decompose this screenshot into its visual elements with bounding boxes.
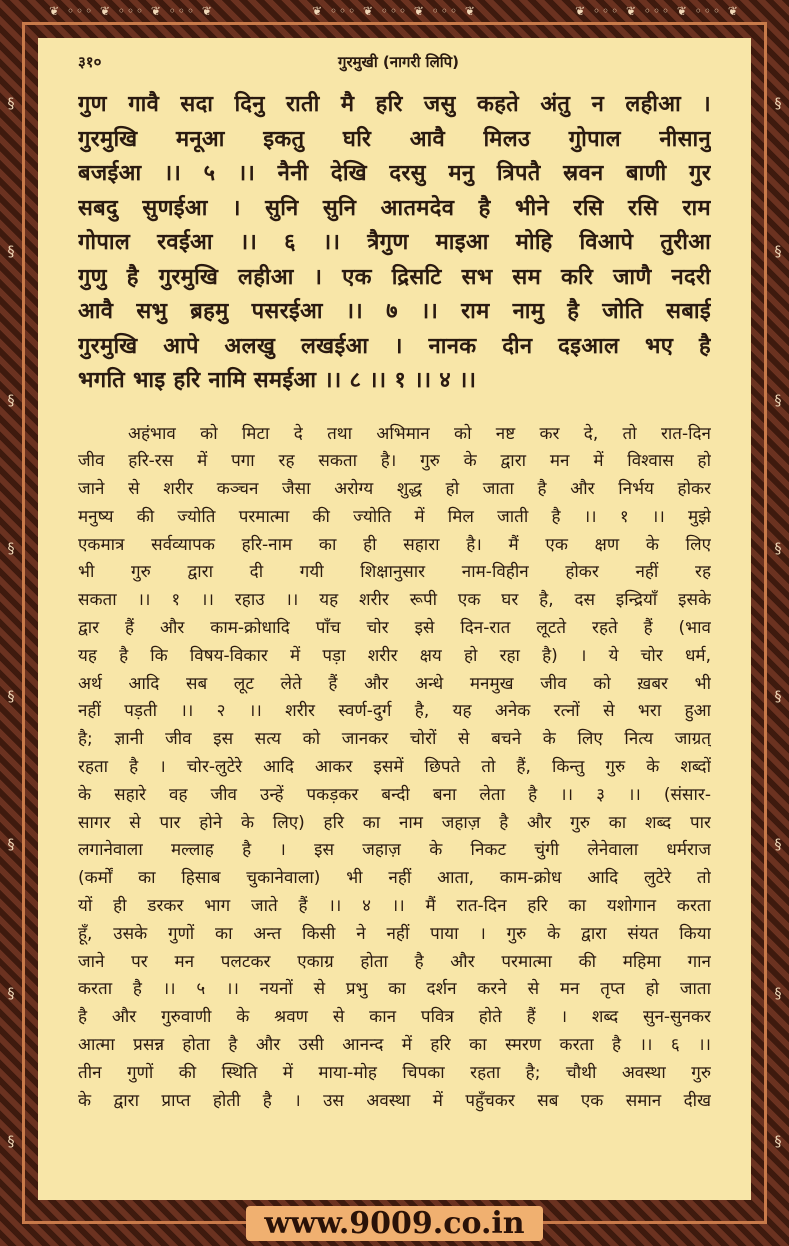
- commentary-line: (कर्मों का हिसाब चुकानेवाला) भी नहीं आता, काम-क्रोध आदि लुटेरे तो: [78, 868, 711, 889]
- scroll-ornament-icon: §: [7, 689, 15, 706]
- scroll-ornament-icon: §: [774, 837, 782, 854]
- commentary-line: जाने पर मन पलटकर एकाग्र होता है और परमात्मा की महिमा गान: [78, 951, 711, 972]
- commentary-line: एकमात्र सर्वव्यापक हरि-नाम का ही सहारा है। मैं एक क्षण के लिए: [78, 534, 711, 555]
- top-ornament-band: [0, 0, 789, 22]
- commentary-line: अर्थ आदि सब लूट लेते हैं और अन्धे मनमुख जीव को ख़बर भी: [78, 673, 711, 694]
- scroll-ornament-icon: §: [7, 837, 15, 854]
- scroll-ornament-icon: §: [774, 985, 782, 1002]
- commentary-line: के सहारे वह जीव उन्हें पकड़कर बन्दी बना लेता है ।। ३ ।। (संसार-: [78, 784, 711, 805]
- verse-line: गुणु है गुरमुखि लहीआ । एक द्रिसटि सभ सम करि जाणै नदरी: [78, 264, 711, 290]
- commentary-line: है और गुरुवाणी के श्रवण से कान पवित्र होते हैं । शब्द सुन-सुनकर: [78, 1007, 711, 1028]
- verse-line: सबदु सुणईआ । सुनि सुनि आतमदेव है भीने रसि रसि राम: [78, 195, 711, 221]
- commentary-line: है; ज्ञानी जीव इस सत्य को जानकर चोरों से बचने के लिए नित्य जाग्रत्: [78, 729, 711, 750]
- commentary-line: जीव हरि-रस में पगा रह सकता है। गुरु के द्वारा मन में विश्वास हो: [78, 451, 711, 472]
- scroll-ornament-icon: §: [774, 1133, 782, 1150]
- scroll-ornament-icon: §: [7, 244, 15, 261]
- verse-line: आवै सभु ब्रहमु पसरईआ ।। ७ ।। राम नामु है जोति सबाई: [78, 299, 711, 324]
- commentary-line: के द्वारा प्राप्त होती है । उस अवस्था में पहुँचकर सब एक समान दीख: [78, 1090, 711, 1111]
- running-title: गुरमुखी (नागरी लिपि): [338, 53, 459, 71]
- verse-line: गुण गावै सदा दिनु राती मै हरि जसु कहते अंतु न लहीआ ।: [78, 92, 711, 117]
- scroll-ornament-icon: §: [7, 392, 15, 409]
- verse-line: बजईआ ।। ५ ।। नैनी देखि दरसु मनु त्रिपतै स्रवन बाणी गुर: [78, 161, 711, 186]
- commentary-line: जाने से शरीर कञ्चन जैसा अरोग्य शुद्ध हो जाता है और निर्भय होकर: [78, 479, 711, 500]
- commentary-line: सकता ।। १ ।। रहाउ ।। यह शरीर रूपी एक घर है, दस इन्द्रियाँ इसके: [78, 590, 711, 611]
- scroll-ornament-icon: §: [774, 244, 782, 261]
- commentary-line: नहीं पड़ती ।। २ ।। शरीर स्वर्ण-दुर्ग है, यह अनेक रत्नों से भरा हुआ: [78, 701, 711, 722]
- verse-line: गुरमुखि आपे अलखु लखईआ । नानक दीन दइआल भए है: [78, 333, 711, 359]
- commentary-line: रहता है । चोर-लुटेरे आदि आकर इसमें छिपते तो हैं, किन्तु गुरु के शब्दों: [78, 757, 711, 778]
- scroll-ornament-icon: §: [774, 689, 782, 706]
- scroll-ornament-icon: §: [7, 540, 15, 557]
- left-ornament-band: [0, 30, 22, 1216]
- commentary-line: हूँ, उसके गुणों का अन्त किसी ने नहीं पाया । गुरु के द्वारा संयत किया: [78, 923, 711, 944]
- commentary-line: तीन गुणों की स्थिति में माया-मोह चिपका रहता है; चौथी अवस्था गुरु: [78, 1062, 711, 1083]
- footer: [0, 1200, 789, 1246]
- scroll-ornament-icon: §: [7, 96, 15, 113]
- commentary-line: भी गुरु द्वारा दी गयी शिक्षानुसार नाम-विहीन होकर नहीं रह: [78, 562, 711, 583]
- commentary-line: आत्मा प्रसन्न होता है और उसी आनन्द में हरि का स्मरण करता है ।। ६ ।।: [78, 1035, 711, 1056]
- commentary-line: सागर से पार होने के लिए) हरि का नाम जहाज़ है और गुरु का शब्द पार: [78, 812, 711, 833]
- commentary-line: अहंभाव को मिटा दे तथा अभिमान को नष्ट कर दे, तो रात-दिन: [128, 423, 711, 444]
- scroll-ornament-icon: §: [7, 985, 15, 1002]
- commentary-line: लगानेवाला मल्लाह है । इस जहाज़ के निकट चुंगी लेनेवाला धर्मराज: [78, 840, 711, 861]
- page-number: ३१०: [78, 53, 102, 71]
- hindi-commentary: [78, 421, 711, 1116]
- commentary-line: मनुष्य की ज्योति परमात्मा की ज्योति में मिल जाती है ।। १ ।। मुझे: [78, 506, 711, 527]
- commentary-line: करता है ।। ५ ।। नयनों से प्रभु का दर्शन करने से मन तृप्त हो जाता: [78, 979, 711, 1000]
- scroll-ornament-icon: §: [774, 96, 782, 113]
- verse-line: गोपाल रवईआ ।। ६ ।। त्रैगुण माइआ मोहि विआपे तुरीआ: [78, 230, 711, 255]
- scroll-ornament-icon: §: [774, 392, 782, 409]
- book-page: [38, 38, 751, 1200]
- site-url[interactable]: www.9009.co.in: [246, 1206, 542, 1241]
- scroll-ornament-icon: ❦ ◦◦◦ ❦ ◦◦◦ ❦ ◦◦◦ ❦: [312, 4, 477, 18]
- verse-line: भगति भाइ हरि नामि समईआ ।। ८ ।। १ ।। ४ ।।: [78, 368, 477, 393]
- commentary-line: यों ही डरकर भाग जाते हैं ।। ४ ।। मैं रात-दिन हरि का यशोगान करता: [78, 896, 711, 917]
- scroll-ornament-icon: §: [774, 540, 782, 557]
- page-header: [78, 52, 711, 78]
- commentary-line: द्वार हैं और काम-क्रोधादि पाँच चोर इसे दिन-रात लूटते रहते हैं (भाव: [78, 618, 711, 639]
- scroll-ornament-icon: ❦ ◦◦◦ ❦ ◦◦◦ ❦ ◦◦◦ ❦: [575, 4, 740, 18]
- verse-line: गुरमुखि मनूआ इकतु घरि आवै मिलउ गुोपाल नीसानु: [78, 126, 711, 152]
- gurbani-verse: [78, 88, 711, 399]
- commentary-line: यह है कि विषय-विकार में पड़ा शरीर क्षय हो रहा है) । ये चोर धर्म,: [78, 645, 711, 666]
- scroll-ornament-icon: §: [7, 1133, 15, 1150]
- scroll-ornament-icon: ❦ ◦◦◦ ❦ ◦◦◦ ❦ ◦◦◦ ❦: [49, 4, 214, 18]
- right-ornament-band: [767, 30, 789, 1216]
